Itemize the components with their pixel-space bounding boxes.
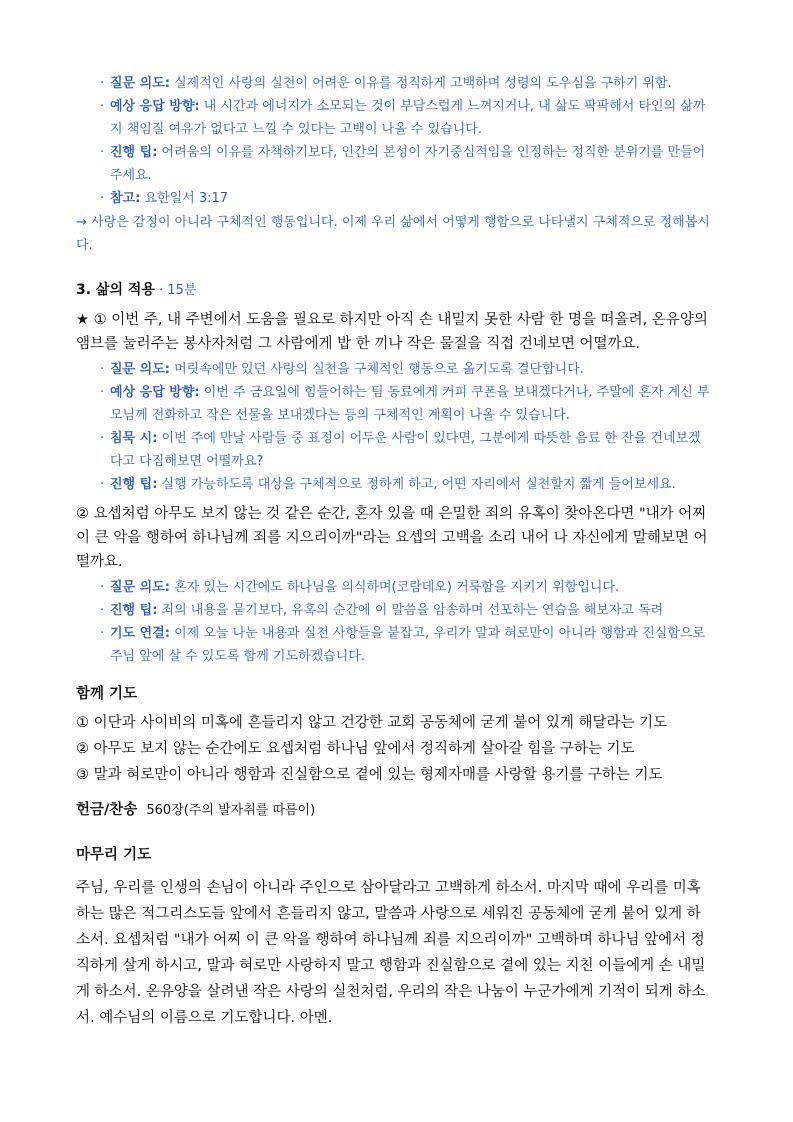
offering-title: 헌금/찬송 xyxy=(76,802,138,818)
question-2: ② 요셉처럼 아무도 보지 않는 것 같은 순간, 혼자 있을 때 은밀한 죄의 유혹이 찾아온다면 "내가 어찌 이 큰 악을 행하여 하나님께 죄를 지으리이까"라는 요셉의 고백을 소리 내어 나 자신에게 말해보면 어떨까요. xyxy=(76,506,708,570)
question-1-bullets xyxy=(76,358,713,496)
bullet-tip: · 진행 팁: 어려움의 이유를 자책하기보다, 인간의 본성이 자기중심적임을 인정하는 정직한 분위기를 만들어주세요. xyxy=(100,145,706,183)
q1-bullet-silence: · 침묵 시: 이번 주에 만날 사람들 중 표정이 어두운 사람이 있다면, 그분에게 따뜻한 음료 한 잔을 건네보겠다고 다짐해보면 어떨까요? xyxy=(100,431,701,469)
closing-prayer-section xyxy=(76,843,713,1031)
offering-section xyxy=(76,798,713,823)
prayer-item: ① 이단과 사이비의 미혹에 흔들리지 않고 건강한 교회 공동체에 굳게 붙어 있게 해달라는 기도 xyxy=(76,715,668,731)
question-1: ★ ① 이번 주, 내 주변에서 도움을 필요로 하지만 아직 손 내밀지 못한 사람 한 명을 떠올려, 온유양의 앰브를 눌러주는 봉사자처럼 그 사람에게 밥 한 끼나 작은 물질을 직접 건네보면 어떨까요. xyxy=(76,312,708,352)
together-prayer-title: 함께 기도 xyxy=(76,686,138,702)
q1-bullet-expected-answer: · 예상 응답 방향: 이번 주 금요일에 힘들어하는 팀 동료에게 커피 쿠폰을 보내겠다거나, 주말에 혼자 계신 부모님께 전화하고 작은 선물을 보내겠다는 등의 구체적인 계획이 나올 수 있습니다. xyxy=(100,385,710,423)
closing-prayer-text: 주님, 우리를 인생의 손님이 아니라 주인으로 삼아달라고 고백하게 하소서. 마지막 때에 우리를 미혹하는 많은 적그리스도들 앞에서 흔들리지 않고, 말씀과 사랑으로 세워진 공동체에 굳게 붙어 있게 하소서. 요셉처럼 "내가 어찌 이 큰 악을 행하여 하나님께 죄를 지으리이까" 고백하며 하나님 앞에서 정직하게 살게 하시고, 말과 혀로만 사랑하지 말고 행함과 진실함으로 곁에 있는 지친 이들에게 손 내밀게 하소서. 온유양을 살려낸 작은 사랑의 실천처럼, 우리의 작은 나눔이 누군가에게 기적이 되게 하소서. 예수님의 이름으로 기도합니다. 아멘. xyxy=(76,880,706,1026)
bullet-intent: · 질문 의도: 실제적인 사랑의 실천이 어려운 이유를 정직하게 고백하며 성령의 도우심을 구하기 위함. xyxy=(100,76,672,91)
q1-bullet-tip: · 진행 팁: 실행 가능하도록 대상을 구체적으로 정하게 하고, 어떤 자리에서 실천할지 짧게 들어보세요. xyxy=(100,477,676,492)
together-prayer-section xyxy=(76,682,713,788)
prayer-item: ③ 말과 혀로만이 아니라 행함과 진실함으로 곁에 있는 형제자매를 사랑할 용기를 구하는 기도 xyxy=(76,767,663,783)
bullet-reference: · 참고: 요한일서 3:17 xyxy=(100,191,229,206)
top-bullet-list xyxy=(76,72,713,210)
transition-note: → 사랑은 감정이 아니라 구체적인 행동입니다. 이제 우리 삶에서 어떻게 행함으로 나타낼지 구체적으로 정해봅시다. xyxy=(76,215,710,253)
q2-bullet-intent: · 질문 의도: 혼자 있는 시간에도 하나님을 의식하며(코람데오) 거룩함을 지키기 위함입니다. xyxy=(100,580,620,595)
q1-bullet-intent: · 질문 의도: 머릿속에만 있던 사랑의 실천을 구체적인 행동으로 옮기도록 결단합니다. xyxy=(100,362,584,377)
hymn-number: 560장(주의 발자취를 따름이) xyxy=(146,803,316,818)
closing-prayer-title: 마무리 기도 xyxy=(76,847,152,863)
section-time: · 15분 xyxy=(154,283,197,298)
q2-bullet-prayer-link: · 기도 연결: 이제 오늘 나눈 내용과 실천 사항들을 붙잡고, 우리가 말과 혀로만이 아니라 행함과 진실함으로 주님 앞에 살 수 있도록 함께 기도하겠습니다. xyxy=(100,626,706,664)
bullet-expected-answer: · 예상 응답 방향: 내 시간과 에너지가 소모되는 것이 부담스럽게 느껴지거나, 내 삶도 팍팍해서 타인의 삶까지 책임질 여유가 없다고 느낄 수 있다는 고백이 나올 수 있습니다. xyxy=(100,99,706,137)
q2-bullet-tip: · 진행 팁: 죄의 내용을 묻기보다, 유혹의 순간에 이 말씀을 암송하며 선포하는 연습을 해보자고 독려 xyxy=(100,603,664,618)
question-2-bullets xyxy=(76,576,713,668)
prayer-item: ② 아무도 보지 않는 순간에도 요셉처럼 하나님 앞에서 정직하게 살아갈 힘을 구하는 기도 xyxy=(76,741,635,757)
section-heading: 3. 삶의 적용 · 15분 xyxy=(76,282,197,298)
